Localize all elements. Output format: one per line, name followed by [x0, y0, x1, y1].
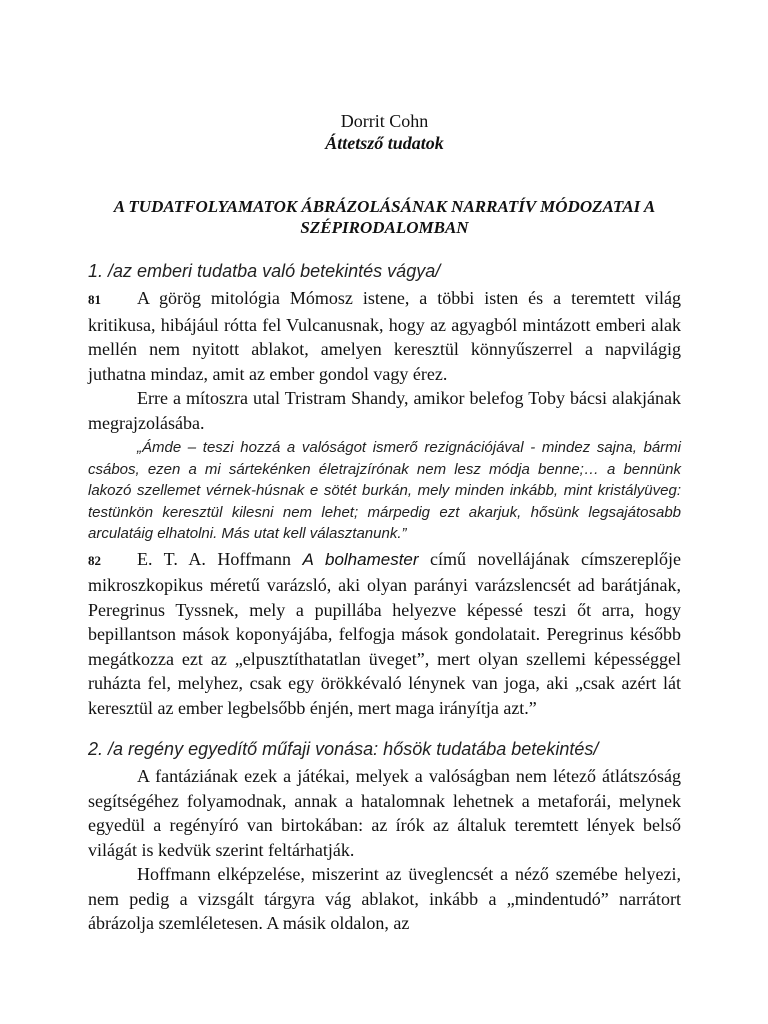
work-title: A bolhamester	[302, 549, 419, 569]
author-name: Dorrit Cohn	[340, 111, 429, 131]
book-title: Áttetsző tudatok	[325, 133, 444, 153]
paragraph-mythology-text: A görög mitológia Mómosz istene, a többi isten és a teremtett világ kritikusa, hibájául rótta fel Vulcanusnak, hogy az agyagból mintázott emberi alak mellén nem nyitott ablakot, amelyen keresztül könnyűszerrel a napvilágig juthatna mindaz, amit az ember gondol vagy érez.	[88, 288, 681, 384]
block-quote: „Ámde – teszi hozzá a valóságot ismerő rezignációjával - mindez sajna, bármi csábos, ezen a mi sártekénken életrajzírónak nem lesz módja benne;… a bennünk lakozó szellemet vérnek-húsnak e sötét burkán, mely minden inkább, mint kristályüveg: testünkön keresztül kilesni nem lehet; márpedig ezt akarjuk, hősünk legsajátosabb arculatáig elhatolni. Más utat kell választanunk.”	[88, 439, 681, 542]
paragraph-mythology	[88, 286, 681, 386]
document-page	[88, 110, 681, 936]
paragraph-tristram: Erre a mítoszra utal Tristram Shandy, amikor belefog Toby bácsi alakjának megrajzolásába.	[88, 388, 681, 433]
chapter-title: A TUDATFOLYAMATOK ÁBRÁZOLÁSÁNAK NARRATÍV MÓDOZATAI A SZÉPIRODALOMBAN	[113, 197, 656, 237]
page-marker-81: 81	[88, 292, 101, 307]
paragraph-hoffmann-text: című novellájának címszereplője mikroszkopikus méretű varázsló, aki olyan parányi varázslencsét ad barátjának, Peregrinus Tyssnek, mely a pupillába helyezve képessé teszi őt arra, hogy bepillantson mások koponyájába, felfogja mások gondolatait. Peregrinus később megátkozza ezt az „elpusztíthatatlan üveget”, mert olyan szellemi képességgel ruházta fel, melyhez, csak egy örökkévaló lénynek van joga, aki „csak azért lát keresztül az ember legbelsőbb énjén, mert maga irányítja azt.”	[88, 548, 681, 718]
page-marker-82: 82	[88, 552, 101, 568]
paragraph-hoffmann	[88, 547, 681, 721]
section-heading-1: 1. /az emberi tudatba való betekintés vágya/	[88, 261, 441, 281]
section-heading-2: 2. /a regény egyedítő műfaji vonása: hősök tudatába betekintés/	[88, 739, 599, 759]
paragraph-hoffmann-intro: E. T. A. Hoffmann	[137, 548, 303, 569]
paragraph-fantasy: A fantáziának ezek a játékai, melyek a valóságban nem létező átlátszóság segítségéhez folyamodnak, annak a hatalomnak lehetnek a metaforái, melynek egyedül a regényíró van birtokában: az írók az általuk teremtett lények belső világát is kedvük szerint feltárhatják.	[88, 766, 681, 860]
paragraph-lens: Hoffmann elképzelése, miszerint az üveglencsét a néző szemébe helyezi, nem pedig a vizsgált tárgyra vág ablakot, inkább a „mindentudó” narrátort ábrázolja szemléletesen. A másik oldalon, az	[88, 864, 681, 933]
